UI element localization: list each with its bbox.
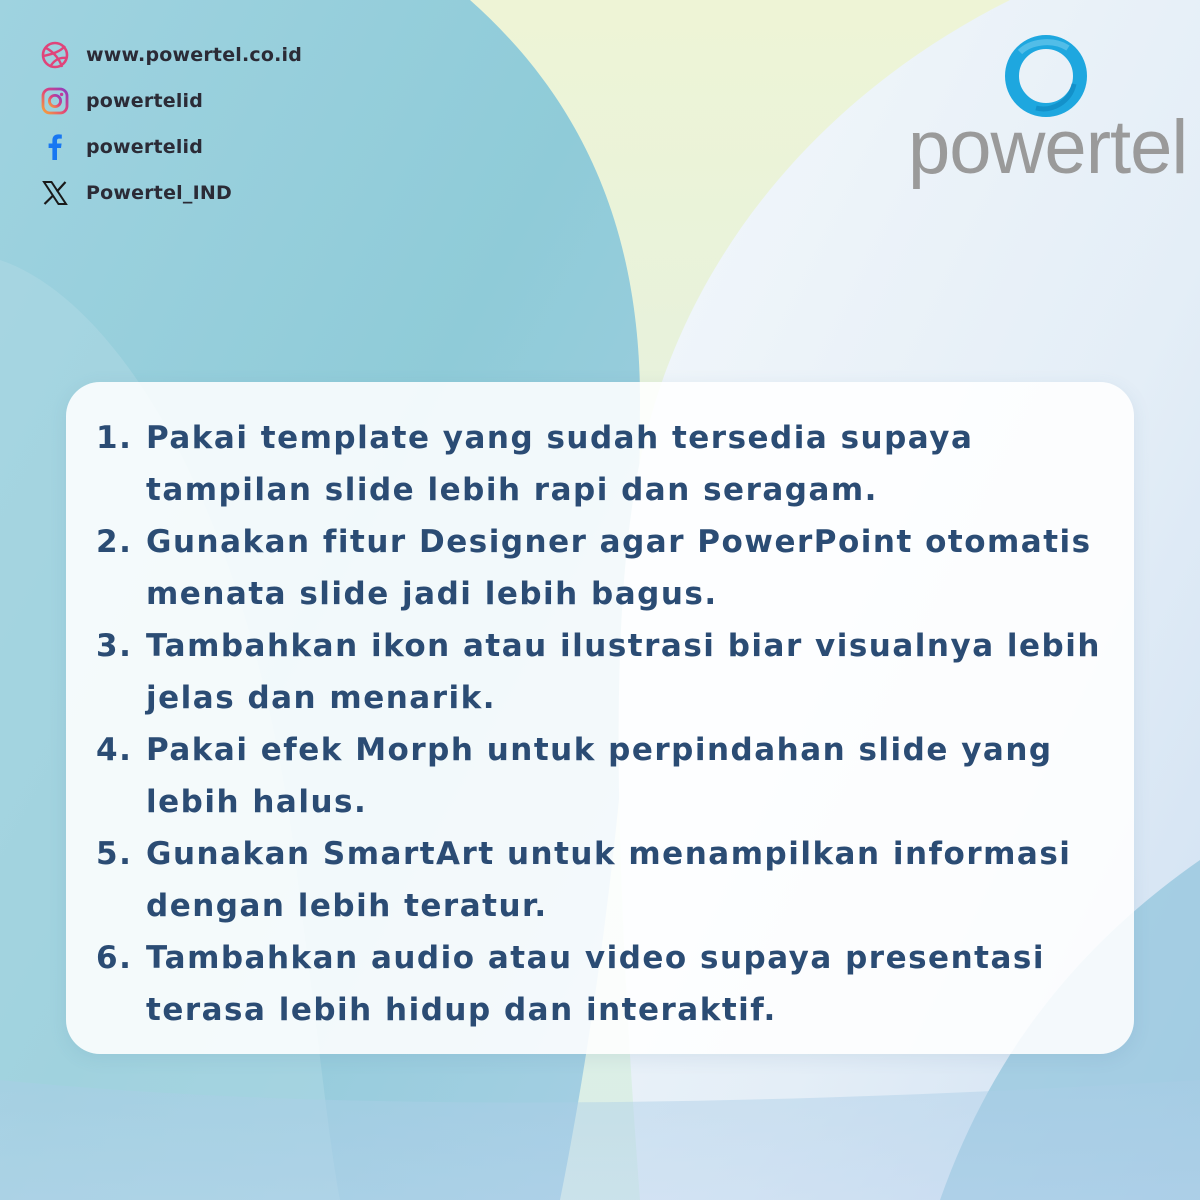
social-website[interactable]: [36, 32, 302, 78]
facebook-handle: powertelid: [86, 136, 204, 158]
tip-number: 1.: [96, 420, 133, 456]
list-item: [96, 932, 1126, 1036]
x-handle: Powertel_IND: [86, 182, 232, 204]
tips-card: [66, 382, 1134, 1054]
website-url: www.powertel.co.id: [86, 44, 303, 66]
tip-number: 5.: [96, 836, 133, 872]
tips-list: [96, 412, 1126, 1036]
social-x[interactable]: [36, 170, 302, 216]
x-icon: [36, 174, 74, 212]
instagram-icon: [36, 82, 74, 120]
instagram-handle: powertelid: [86, 90, 204, 112]
tip-number: 3.: [96, 628, 133, 664]
social-links: [36, 32, 302, 216]
tip-text: Pakai efek Morph untuk perpindahan slide yang lebih halus.: [146, 732, 1053, 820]
list-item: [96, 412, 1126, 516]
list-item: [96, 620, 1126, 724]
list-item: [96, 828, 1126, 932]
list-item: [96, 724, 1126, 828]
tip-number: 2.: [96, 524, 133, 560]
tip-text: Gunakan fitur Designer agar PowerPoint otomatis menata slide jadi lebih bagus.: [146, 524, 1092, 612]
social-instagram[interactable]: [36, 78, 302, 124]
list-item: [96, 516, 1126, 620]
powertel-logo: [900, 28, 1188, 190]
tip-number: 4.: [96, 732, 133, 768]
social-facebook[interactable]: [36, 124, 302, 170]
tip-text: Gunakan SmartArt untuk menampilkan informasi dengan lebih teratur.: [146, 836, 1072, 924]
tip-text: Tambahkan ikon atau ilustrasi biar visualnya lebih jelas dan menarik.: [146, 628, 1101, 716]
tip-text: Tambahkan audio atau video supaya presentasi terasa lebih hidup dan interaktif.: [146, 940, 1045, 1028]
logo-wordmark: powertel: [908, 105, 1188, 190]
tip-number: 6.: [96, 940, 133, 976]
facebook-icon: [36, 128, 74, 166]
dribbble-icon: [36, 36, 74, 74]
tip-text: Pakai template yang sudah tersedia supaya tampilan slide lebih rapi dan seragam.: [146, 420, 974, 508]
